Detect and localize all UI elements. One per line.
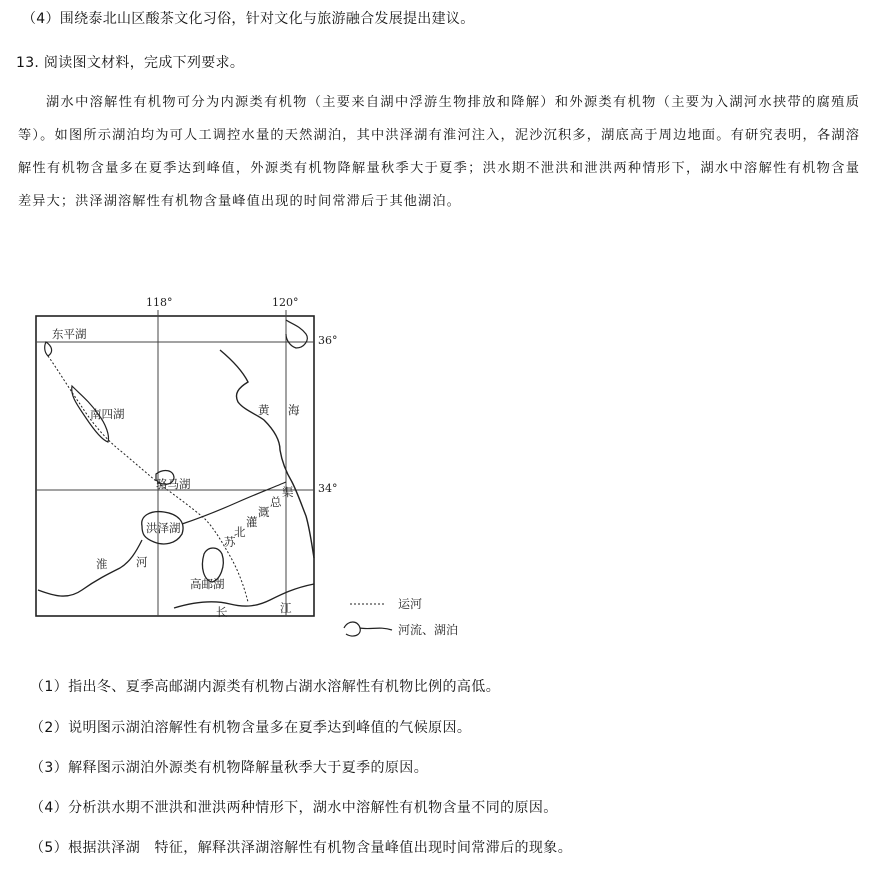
label-luoma: 骆马湖 [156, 477, 191, 491]
label-huai: 淮 [96, 557, 108, 571]
label-canal-guan: 灌 [246, 515, 258, 529]
lon-label-118: 118° [146, 296, 173, 309]
question-2: （2）说明图示湖泊溶解性有机物含量多在夏季达到峰值的气候原因。 [30, 720, 472, 736]
label-sea-hai: 海 [288, 403, 300, 417]
label-jiang: 江 [280, 601, 292, 615]
question-5: （5）根据洪泽湖 特征，解释洪泽湖溶解性有机物含量峰值出现时间常滞后的现象。 [30, 840, 573, 856]
lat-label-36: 36° [318, 334, 338, 347]
label-sea-huang: 黄 [258, 403, 270, 417]
label-canal-bei: 北 [234, 525, 246, 539]
label-canal-qu: 渠 [282, 485, 294, 499]
label-nansi: 南四湖 [90, 407, 125, 421]
grand-canal [48, 356, 248, 602]
material-paragraph: 湖水中溶解性有机物可分为内源类有机物（主要来自湖中浮游生物排放和降解）和外源类有机物（主要为入湖河水挟带的腐殖质等）。如图所示湖泊均为可人工调控水量的天然湖泊，其中洪泽湖有淮河注入，泥沙沉积多，湖底高于周边地面。有研究表明，各湖溶解性有机物含量多在夏季达到峰值，外源类有机物降解量秋季大于夏季；洪水期不泄洪和泄洪两种情形下，湖水中溶解性有机物含量差异大；洪泽湖溶解性有机物含量峰值出现的时间常滞后于其他湖泊。 [18, 95, 860, 209]
coast-north [286, 320, 307, 348]
map-frame [36, 316, 314, 616]
question-3: （3）解释图示湖泊外源类有机物降解量秋季大于夏季的原因。 [30, 760, 429, 776]
lon-label-120: 120° [272, 296, 299, 309]
label-dongping: 东平湖 [52, 327, 87, 341]
legend-canal-label: 运河 [398, 597, 423, 611]
label-canal-su: 苏 [224, 535, 236, 549]
river-huai [38, 540, 142, 596]
lakes-map [24, 290, 484, 648]
label-canal-gai: 溉 [258, 505, 270, 519]
lat-label-34: 34° [318, 482, 338, 495]
label-he: 河 [136, 555, 148, 569]
label-gaoyou: 高邮湖 [190, 577, 225, 591]
question-1: （1）指出冬、夏季高邮湖内源类有机物占湖水溶解性有机物比例的高低。 [30, 679, 501, 695]
label-hongze: 洪泽湖 [146, 521, 181, 535]
lake-dongping [45, 342, 52, 356]
question-header: 13. 阅读图文材料，完成下列要求。 [16, 55, 245, 71]
label-chang: 长 [216, 605, 228, 619]
legend-river-label: 河流、湖泊 [398, 623, 459, 637]
question-4: （4）分析洪水期不泄洪和泄洪两种情形下，湖水中溶解性有机物含量不同的原因。 [30, 800, 558, 816]
label-canal-zong: 总 [270, 495, 282, 509]
legend-river-symbol [344, 622, 392, 636]
previous-question: （4）围绕泰北山区酸茶文化习俗，针对文化与旅游融合发展提出建议。 [22, 11, 475, 27]
